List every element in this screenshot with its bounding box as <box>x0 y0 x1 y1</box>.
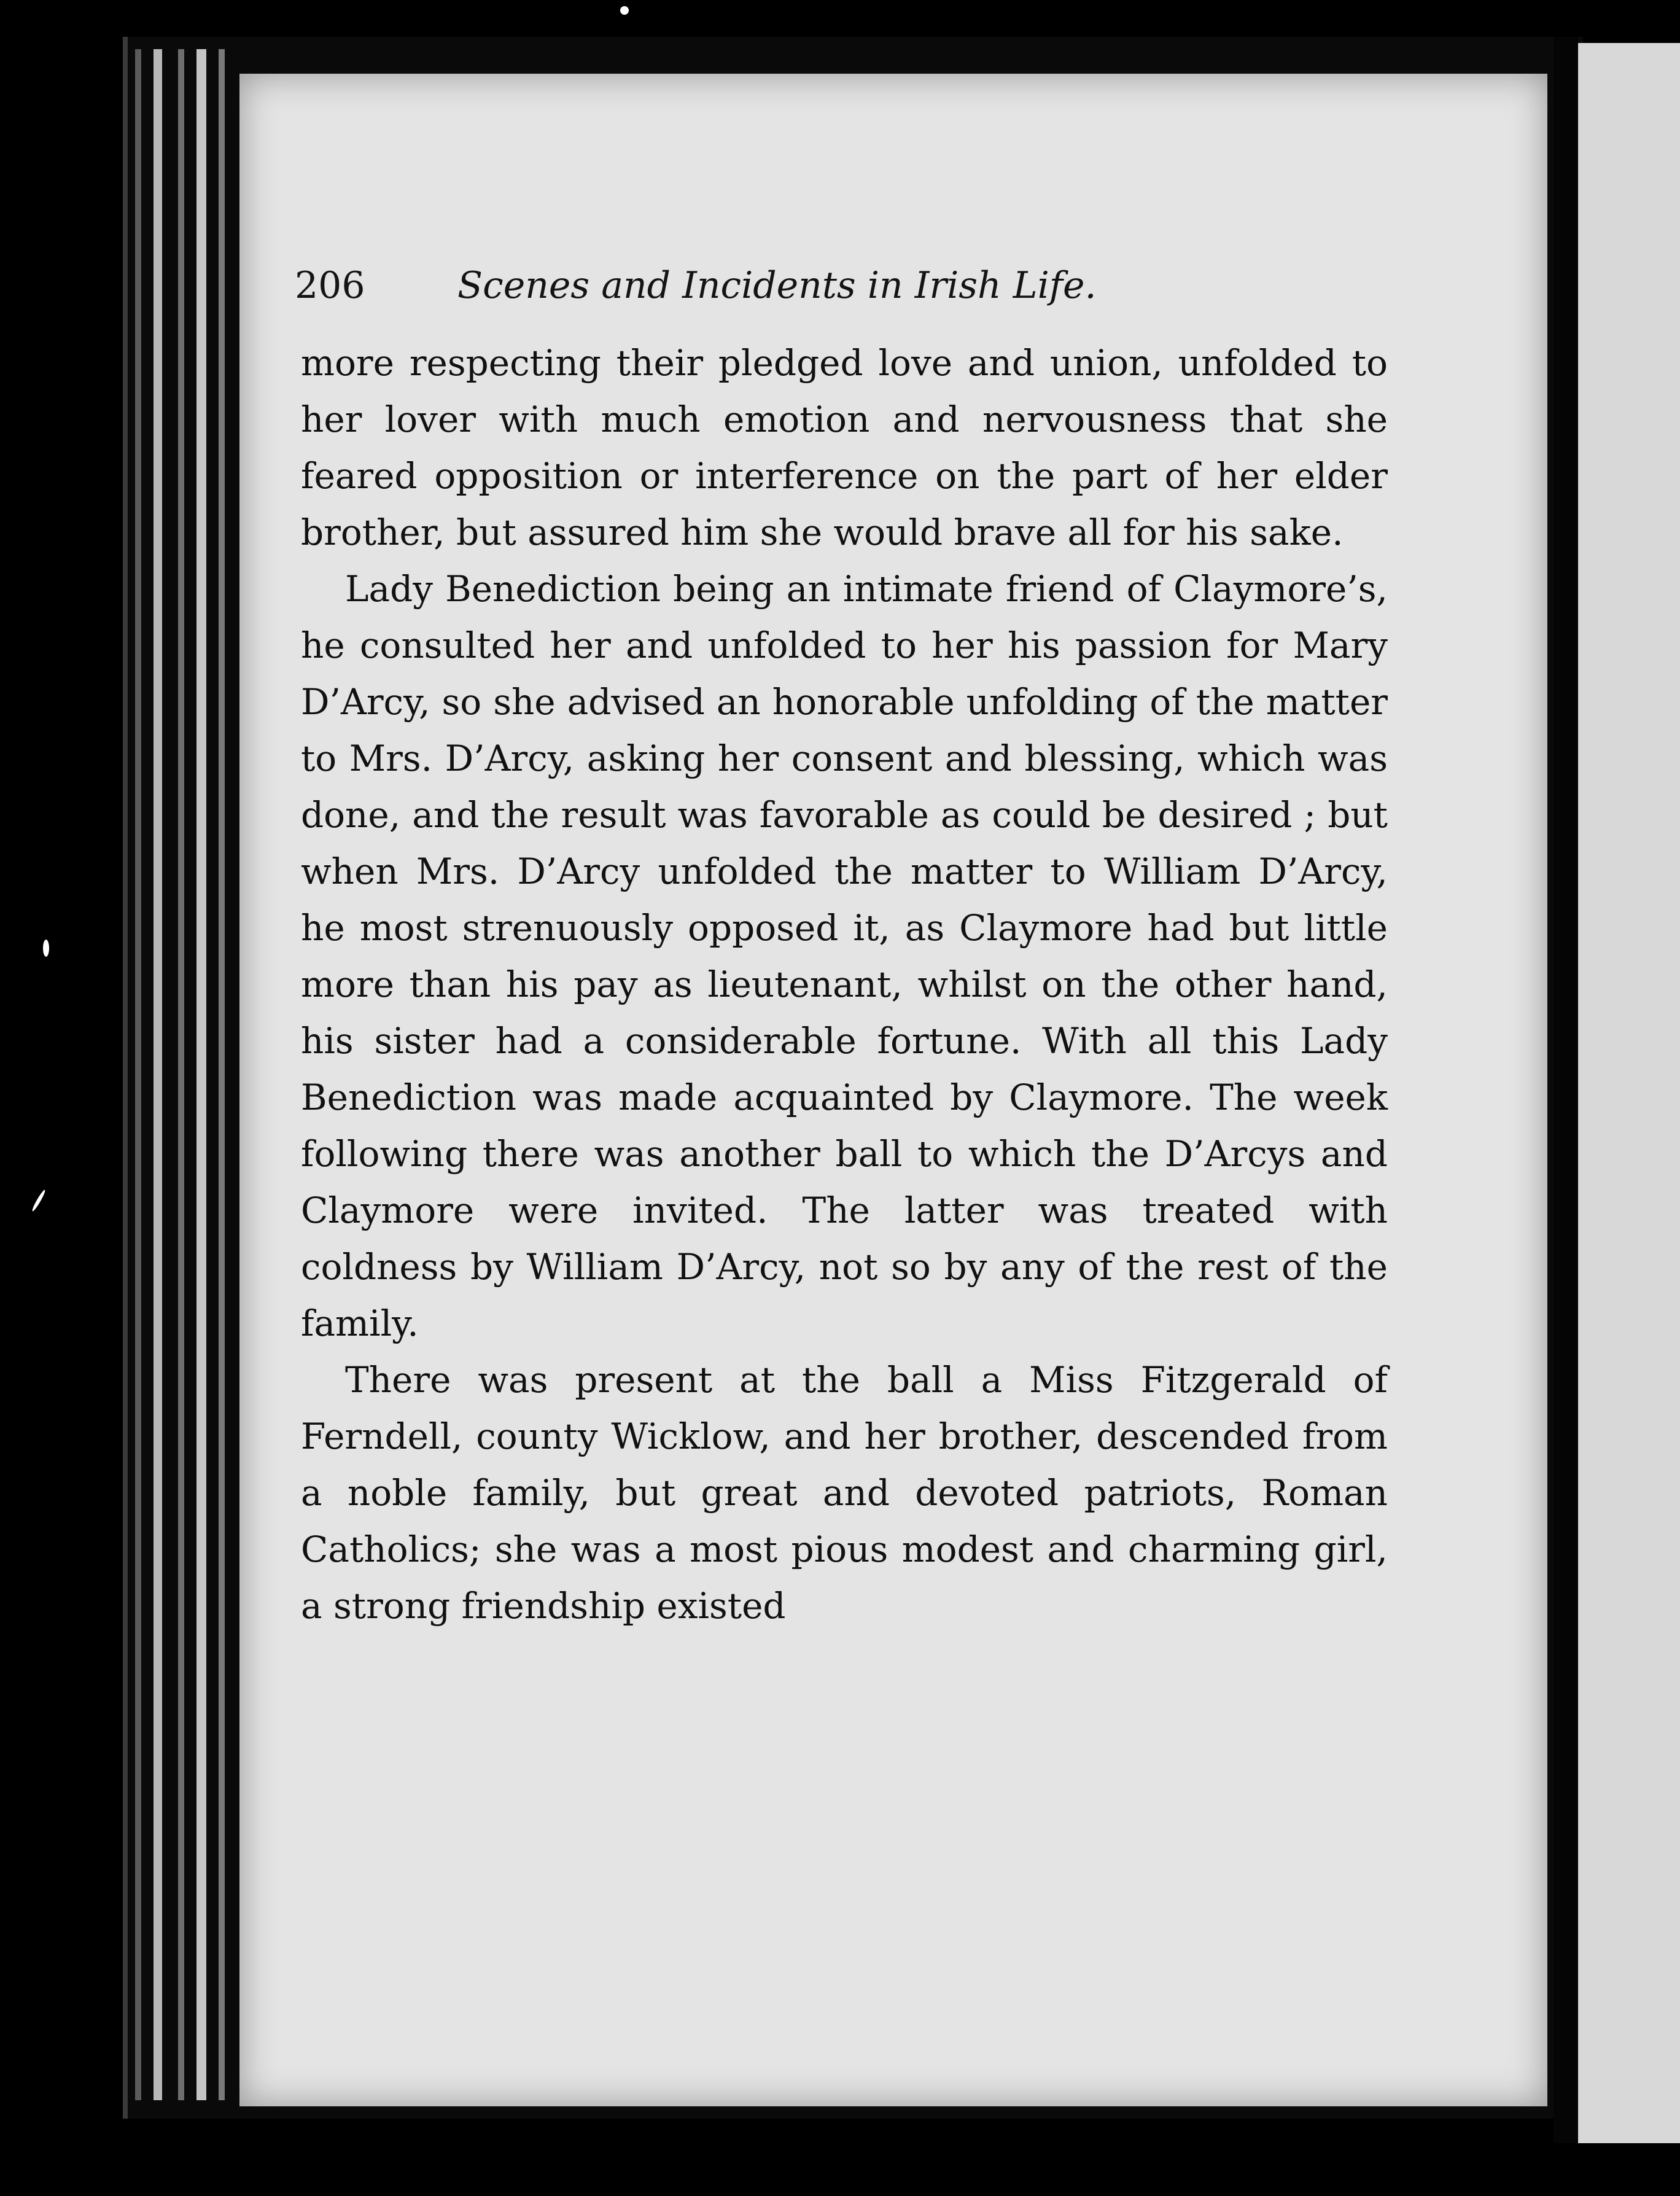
page-stack-edge <box>135 49 141 2100</box>
facing-page-edge <box>1578 43 1680 2143</box>
page-stack-edge <box>178 49 184 2100</box>
scan-speck <box>620 6 629 15</box>
body-text <box>301 335 1388 1634</box>
page-number: 206 <box>295 264 365 307</box>
scan-speck <box>43 940 49 957</box>
page-stack-edge <box>219 49 225 2100</box>
running-head <box>295 264 1253 338</box>
gutter-shadow <box>1554 37 1578 2143</box>
page-stack-edge <box>154 49 162 2100</box>
paragraph: more respecting their pledged love and union, unfolded to her lover with much emotion and nervousness that she feared opposition or interference on the part of her elder brother, but assured him she would brave all for his sake. <box>301 342 1388 553</box>
running-title: Scenes and Incidents in Irish Life. <box>457 264 1097 307</box>
paragraph: There was present at the ball a Miss Fitzgerald of Ferndell, county Wicklow, and her brother, descended from a noble family, but great and devoted patriots, Roman Catholics; she was a most pious modest and charming girl, a strong friendship existed <box>301 1359 1388 1627</box>
page-stack-edge <box>196 49 206 2100</box>
paragraph: Lady Benediction being an intimate friend of Claymore’s, he consulted her and unfolded to her his passion for Mary D’Arcy, so she advised an honorable unfolding of the matter to Mrs. D’Arcy, asking her consent and blessing, which was done, and the result was favorable as could be desired ; but when Mrs. D’Arcy unfolded the matter to William D’Arcy, he most strenuously opposed it, as Claymore had but little more than his pay as lieutenant, whilst on the other hand, his sister had a considerable fortune. With all this Lady Benediction was made acquainted by Claymore. The week following there was another ball to which the D’Arcys and Claymore were invited. The latter was treated with coldness by William D’Arcy, not so by any of the rest of the family. <box>301 568 1388 1344</box>
